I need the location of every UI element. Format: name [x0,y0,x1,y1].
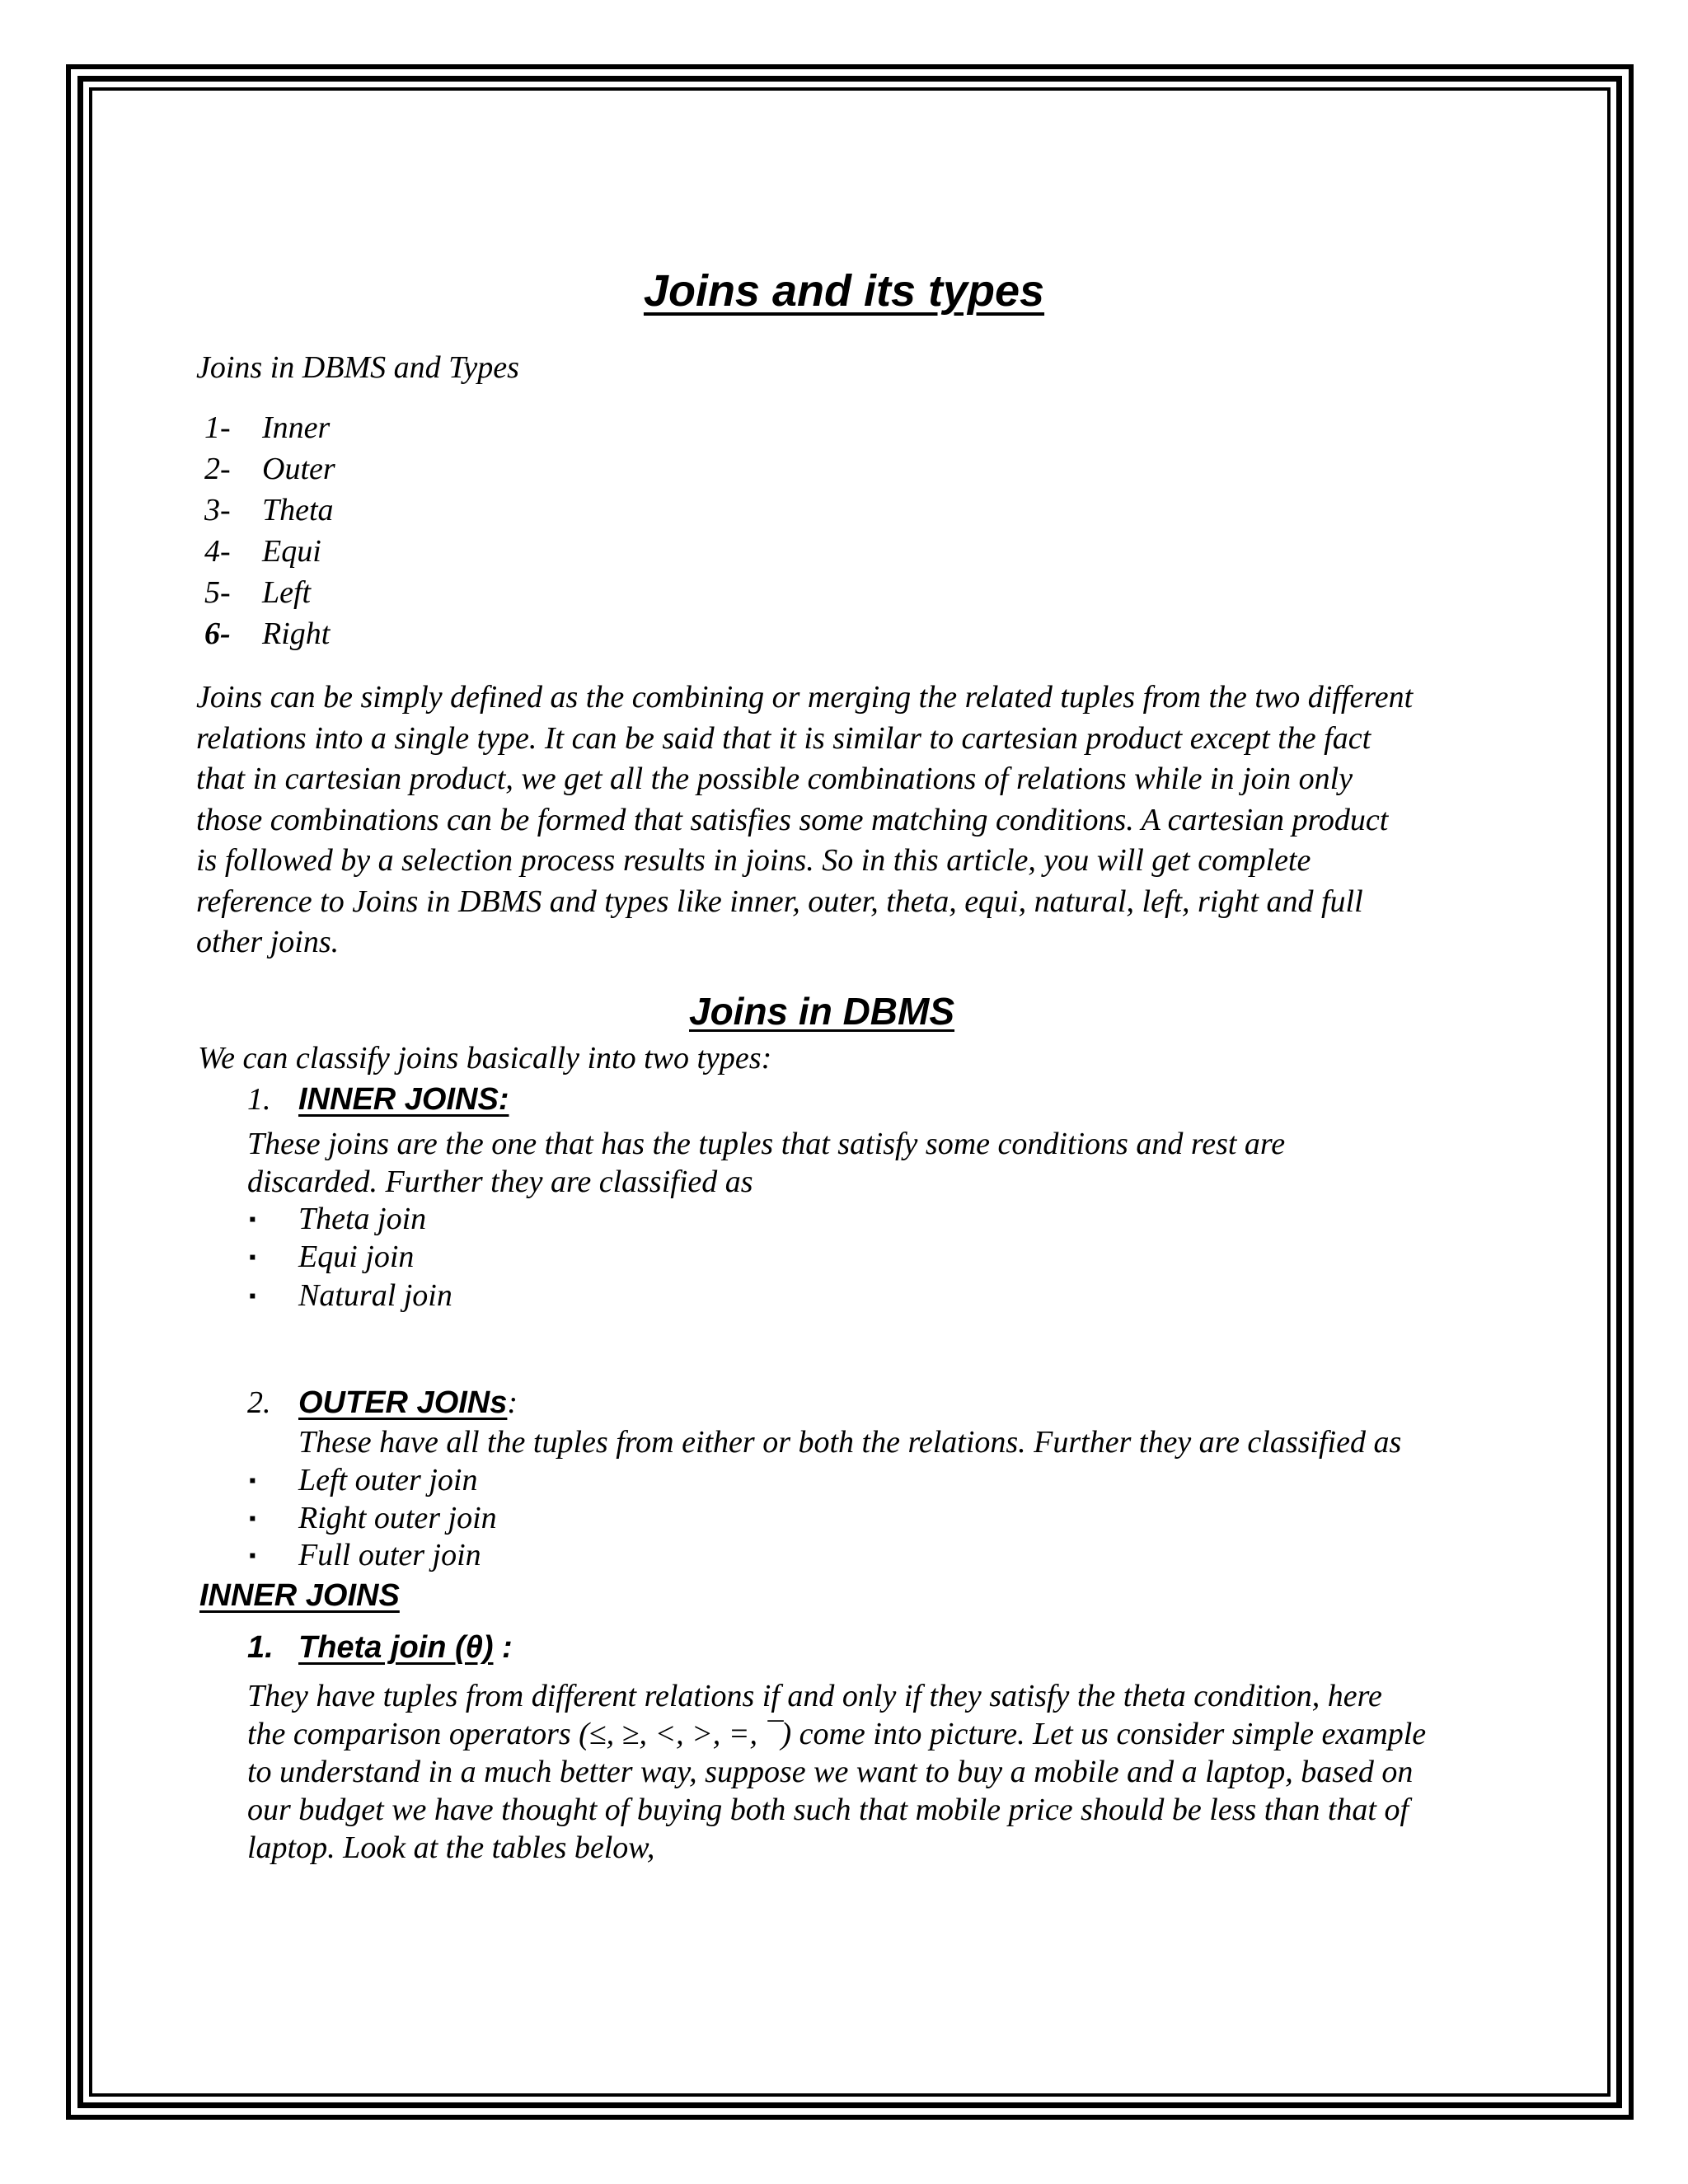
inner-joins-heading: INNER JOINS: [298,1082,509,1117]
paragraph-line: that in cartesian product, we get all the possible combinations of relations while in join only [196,762,1353,796]
theta-join-heading: Theta join (θ) [298,1630,494,1665]
list-item [204,451,335,487]
paragraph-line: Joins can be simply defined as the combining or merging the related tuples from the two different [196,680,1414,715]
paragraph-line: reference to Joins in DBMS and types like inner, outer, theta, equi, natural, left, right and full [196,883,1363,919]
paragraph-line: They have tuples from different relations if and only if they satisfy the theta condition, here [247,1679,1382,1713]
inner-joins-heading-row [247,1081,509,1118]
list-number: 2- [204,452,231,486]
paragraph-line: These joins are the one that has the tuples that satisfy some conditions and rest are [247,1127,1286,1161]
bullet-label: Full outer join [298,1538,481,1572]
theta-join-description [247,1677,1426,1867]
heading-colon: : [493,1630,513,1665]
bullet-label: Right outer join [298,1501,497,1535]
list-label: Outer [262,452,335,486]
item-number: 1. [247,1630,274,1665]
paragraph-line: our budget we have thought of buying both such that mobile price should be less than that of [247,1793,1409,1827]
subtitle: Joins in DBMS and Types [196,350,519,385]
heading-colon: : [507,1385,518,1420]
outer-joins-heading-row [247,1385,518,1421]
list-label: Theta [262,493,334,527]
paragraph-line: relations into a single type. It can be said that it is similar to cartesian product except the fact [196,720,1372,756]
list-item [204,533,321,569]
list-label: Right [262,616,331,651]
bullet-icon: ▪ [249,1209,256,1230]
bullet-label: Theta join [298,1202,427,1236]
list-label: Left [262,575,312,610]
list-item [204,492,334,528]
bullet-item [249,1239,414,1275]
theta-join-heading-row [247,1630,513,1666]
paragraph-line: laptop. Look at the tables below, [247,1830,655,1865]
list-number: 6- [204,616,231,651]
item-number: 2. [247,1385,271,1420]
classify-text: We can classify joins basically into two types: [198,1041,772,1076]
intro-paragraph [196,677,1413,963]
bullet-icon: ▪ [249,1247,256,1268]
paragraph-line: other joins. [196,925,340,959]
list-label: Inner [262,410,331,445]
bullet-label: Natural join [298,1278,452,1313]
page-title: Joins and its types [643,266,1045,316]
bullet-item [249,1500,497,1536]
list-item [204,616,330,652]
section-heading: Joins in DBMS [689,990,955,1033]
bullet-icon: ▪ [249,1508,256,1530]
paragraph-line: to understand in a much better way, suppose we want to buy a mobile and a laptop, based on [247,1755,1414,1789]
inner-joins-section-heading: INNER JOINS [199,1578,400,1613]
bullet-item [249,1462,477,1498]
list-number: 5- [204,575,231,610]
bullet-label: Equi join [298,1240,415,1274]
bullet-icon: ▪ [249,1545,256,1567]
list-number: 4- [204,534,231,569]
list-label: Equi [262,534,321,569]
bullet-icon: ▪ [249,1470,256,1492]
bullet-item [249,1201,426,1237]
bullet-item [249,1277,452,1314]
bullet-item [249,1537,481,1573]
list-number: 3- [204,493,231,527]
paragraph-line: those combinations can be formed that satisfies some matching conditions. A cartesian product [196,802,1389,837]
paragraph-line: the comparison operators (≤, ≥, <, >, =, ¯) come into picture. Let us consider simple example [247,1717,1427,1751]
bullet-icon: ▪ [249,1286,256,1307]
paragraph-line: discarded. Further they are classified as [247,1165,753,1199]
inner-joins-description [247,1125,1285,1201]
item-number: 1. [247,1082,271,1117]
paragraph-line: is followed by a selection process results in joins. So in this article, you will get complete [196,843,1311,878]
outer-joins-description: These have all the tuples from either or both the relations. Further they are classified as [298,1425,1402,1460]
list-number: 1- [204,410,231,445]
bullet-label: Left outer join [298,1463,478,1497]
list-item [204,574,311,611]
list-item [204,410,330,446]
outer-joins-heading: OUTER JOINs [298,1385,508,1420]
